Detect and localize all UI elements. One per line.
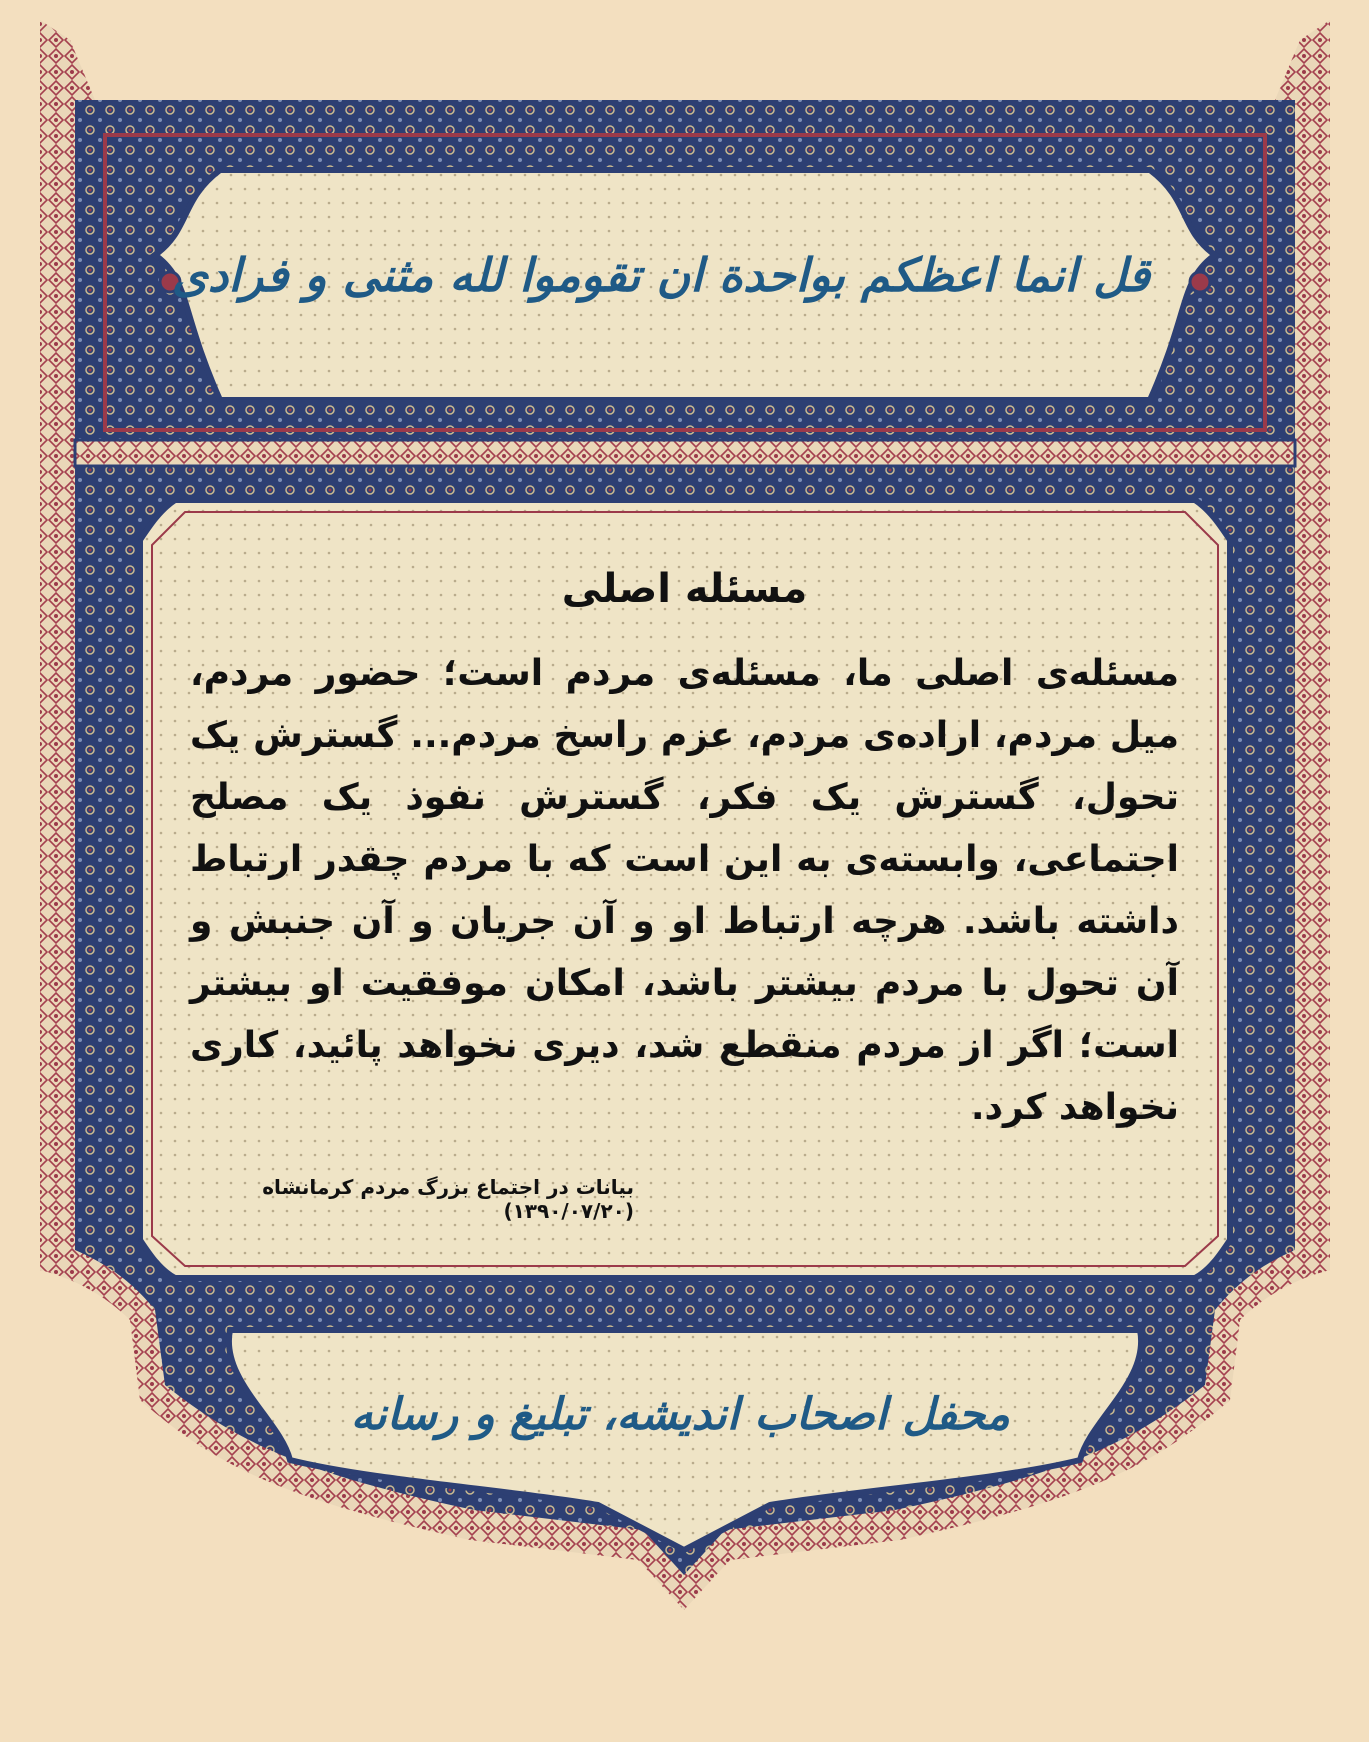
- footer-calligraphy: [350, 1360, 1010, 1500]
- source-citation: بیانات در اجتماع بزرگ مردم کرمانشاه (۱۳۹۰/۰۷/۲۰): [262, 1175, 634, 1223]
- quran-verse-calligraphy: [171, 190, 1150, 380]
- quran-verse-text: قل انما اعظکم بواحدة ان تقوموا لله مثنی و فرادی: [171, 248, 1150, 302]
- body-paragraph: مسئله‌ی اصلی ما، مسئله‌ی مردم است؛ حضور مردم، میل مردم، اراده‌ی مردم، عزم راسخ مردم... گسترش یک تحول، گسترش یک فکر، گسترش نفوذ یک مصلح اجتماعی، وابسته‌ی به این است که با مردم چقدر ارتباط داشته باشد. هرچه ارتباط او و آن جریان و آن جنبش و آن تحول با مردم بیشتر باشد، امکان موفقیت او بیشتر است؛ اگر از مردم منقطع شد، دیری نخواهد پائید، کاری نخواهد کرد.: [190, 653, 1179, 1128]
- footer-calligraphy-text: محفل اصحاب اندیشه، تبلیغ و رسانه: [350, 1389, 1010, 1440]
- page-title: مسئله اصلی: [561, 566, 808, 612]
- text-panel: [160, 548, 1209, 1248]
